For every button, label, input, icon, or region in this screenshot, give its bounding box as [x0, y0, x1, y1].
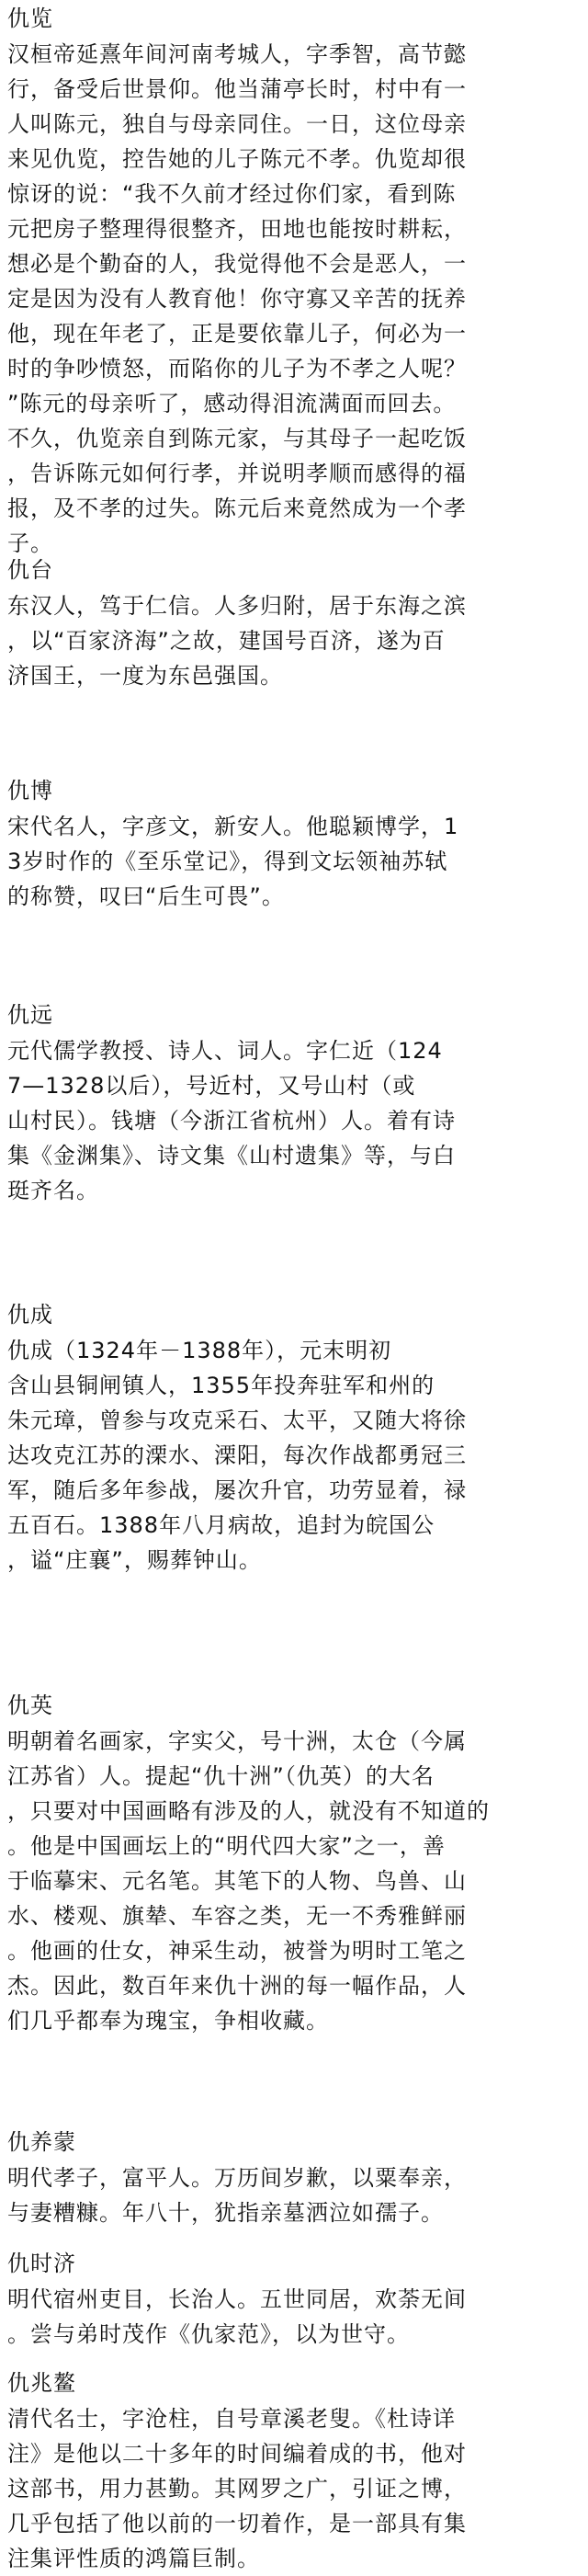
entry-text-line: ，以“百家济海”之故，建国号百济，遂为百	[7, 628, 446, 654]
entry-body	[7, 2282, 582, 2352]
entry-text-line: 济国王，一度为东邑强国。	[7, 663, 283, 689]
entry-text-line: 含山县铜闸镇人，1355年投奔驻军和州的	[7, 1373, 435, 1398]
entry-body	[7, 1724, 582, 2038]
entry-text-line: 清代名士，字沧柱，自号章溪老叟。《杜诗详	[7, 2406, 456, 2432]
entry-text-line: 想必是个勤奋的人，我觉得他不会是恶人，一	[7, 251, 467, 277]
entry-section	[7, 552, 582, 693]
entry-body	[7, 1033, 582, 1208]
entry-text-line: 们几乎都奉为瑰宝，争相收藏。	[7, 2008, 329, 2034]
entry-text-line: 注集评性质的鸿篇巨制。	[7, 2546, 260, 2571]
entry-text-line: ”陈元的母亲听了，感动得泪流满面而回去。	[7, 391, 457, 416]
entry-title: 仇时济	[7, 2251, 76, 2276]
entry-text-line: 人叫陈元，独自与母亲同住。一日，这位母亲	[7, 111, 467, 137]
entry-section	[7, 997, 582, 1208]
entry-body	[7, 37, 582, 561]
entry-text-line: 这部书，用力甚勤。其网罗之广，引证之博，	[7, 2476, 467, 2502]
entry-text-line: 明代宿州吏目，长治人。五世同居，欢荼无间	[7, 2286, 467, 2312]
entry-text-line: 行，备受后世景仰。他当蒲亭长时，村中有一	[7, 76, 467, 102]
entry-text-line: 他，现在年老了，正是要依靠儿子，何必为一	[7, 321, 467, 347]
entry-text-line: 。他是中国画坛上的“明代四大家”之一，善	[7, 1833, 446, 1859]
entry-text-line: 宋代名人，字彦文，新安人。他聪颖博学，1	[7, 814, 459, 839]
entry-text-line: 集《金渊集》、诗文集《山村遗集》等，与白	[7, 1143, 456, 1168]
entry-text-line: 不久，仇览亲自到陈元家，与其母子一起吃饭	[7, 426, 467, 451]
entry-body	[7, 588, 582, 693]
entry-text-line: 东汉人，笃于仁信。人多归附，居于东海之滨	[7, 593, 467, 619]
entry-body	[7, 1333, 582, 1578]
entry-title: 仇兆鳌	[7, 2370, 76, 2396]
entry-section	[7, 1687, 582, 2038]
entry-body	[7, 2160, 582, 2230]
entry-text-line: 3岁时作的《至乐堂记》，得到文坛领袖苏轼	[7, 849, 448, 874]
entry-text-line: 朱元璋，曾参与攻克采石、太平，又随大将徐	[7, 1408, 467, 1433]
entry-section	[7, 2245, 582, 2352]
entry-text-line: ，只要对中国画略有涉及的人，就没有不知道的	[7, 1798, 490, 1824]
entry-text-line: 来见仇览，控告她的儿子陈元不孝。仇览却很	[7, 146, 467, 172]
entry-title: 仇览	[7, 6, 53, 31]
entry-text-line: 军，随后多年参战，屡次升官，功劳显着，禄	[7, 1477, 467, 1503]
entry-text-line: 元代儒学教授、诗人、词人。字仁近（124	[7, 1038, 443, 1064]
entry-text-line: 惊讶的说：“我不久前才经过你们家，看到陈	[7, 181, 457, 207]
entry-text-line: 几乎包括了他以前的一切着作，是一部具有集	[7, 2511, 467, 2536]
entry-section	[7, 772, 582, 914]
entry-title: 仇成	[7, 1302, 53, 1328]
entry-text-line: 7—1328以后），号近村，又号山村（或	[7, 1073, 416, 1099]
entry-text-line: 与妻糟糠。年八十，犹指亲墓洒泣如孺子。	[7, 2200, 444, 2226]
entry-text-line: 水、楼观、旗辇、车容之类，无一不秀雅鲜丽	[7, 1903, 467, 1929]
entry-text-line: 达攻克江苏的溧水、溧阳，每次作战都勇冠三	[7, 1442, 467, 1468]
entry-text-line: 珽齐名。	[7, 1178, 99, 1203]
entry-title: 仇远	[7, 1002, 53, 1028]
entry-body	[7, 809, 582, 914]
entry-body	[7, 2401, 582, 2576]
entry-section	[7, 1296, 582, 1578]
entry-text-line: 报，及不孝的过失。陈元后来竟然成为一个孝	[7, 496, 467, 521]
entry-text-line: 。他画的仕女，神采生动，被誉为明时工笔之	[7, 1938, 467, 1964]
entry-section	[7, 0, 582, 561]
entry-text-line: ，谥“庄襄”，赐葬钟山。	[7, 1547, 262, 1573]
entry-text-line: 明朝着名画家，字实父，号十洲，太仓（今属	[7, 1728, 467, 1754]
entry-text-line: 时的争吵愤怒，而陷你的儿子为不孝之人呢？	[7, 356, 467, 382]
entry-title: 仇博	[7, 778, 53, 804]
entry-text-line: 江苏省）人。提起“仇十洲”（仇英）的大名	[7, 1763, 435, 1789]
entry-text-line: 的称赞，叹曰“后生可畏”。	[7, 883, 285, 909]
entry-section	[7, 2124, 582, 2230]
entry-text-line: 。尝与弟时茂作《仇家范》，以为世守。	[7, 2321, 410, 2347]
entry-text-line: 明代孝子，富平人。万历间岁歉，以粟奉亲，	[7, 2165, 467, 2191]
entry-text-line: 定是因为没有人教育他！你守寡又辛苦的抚养	[7, 286, 467, 312]
entry-text-line: 山村民）。钱塘（今浙江省杭州）人。着有诗	[7, 1108, 456, 1134]
entry-text-line: 于临摹宋、元名笔。其笔下的人物、鸟兽、山	[7, 1868, 467, 1894]
entry-text-line: 注》是他以二十多年的时间编着成的书，他对	[7, 2441, 467, 2467]
entry-text-line: 元把房子整理得很整齐，田地也能按时耕耘，	[7, 216, 467, 242]
entry-text-line: 仇成（1324年－1388年），元末明初	[7, 1338, 392, 1363]
entry-text-line: 汉桓帝延熹年间河南考城人，字季智，高节懿	[7, 41, 467, 67]
entry-text-line: 杰。因此，数百年来仇十洲的每一幅作品，人	[7, 1973, 467, 1999]
entry-title: 仇英	[7, 1693, 53, 1718]
entry-text-line: 子。	[7, 530, 53, 556]
entry-title: 仇台	[7, 557, 53, 583]
entry-title: 仇养蒙	[7, 2129, 76, 2155]
entry-text-line: ，告诉陈元如何行孝，并说明孝顺而感得的福	[7, 461, 467, 486]
entry-section	[7, 2365, 582, 2576]
entry-text-line: 五百石。1388年八月病故，追封为皖国公	[7, 1512, 435, 1538]
